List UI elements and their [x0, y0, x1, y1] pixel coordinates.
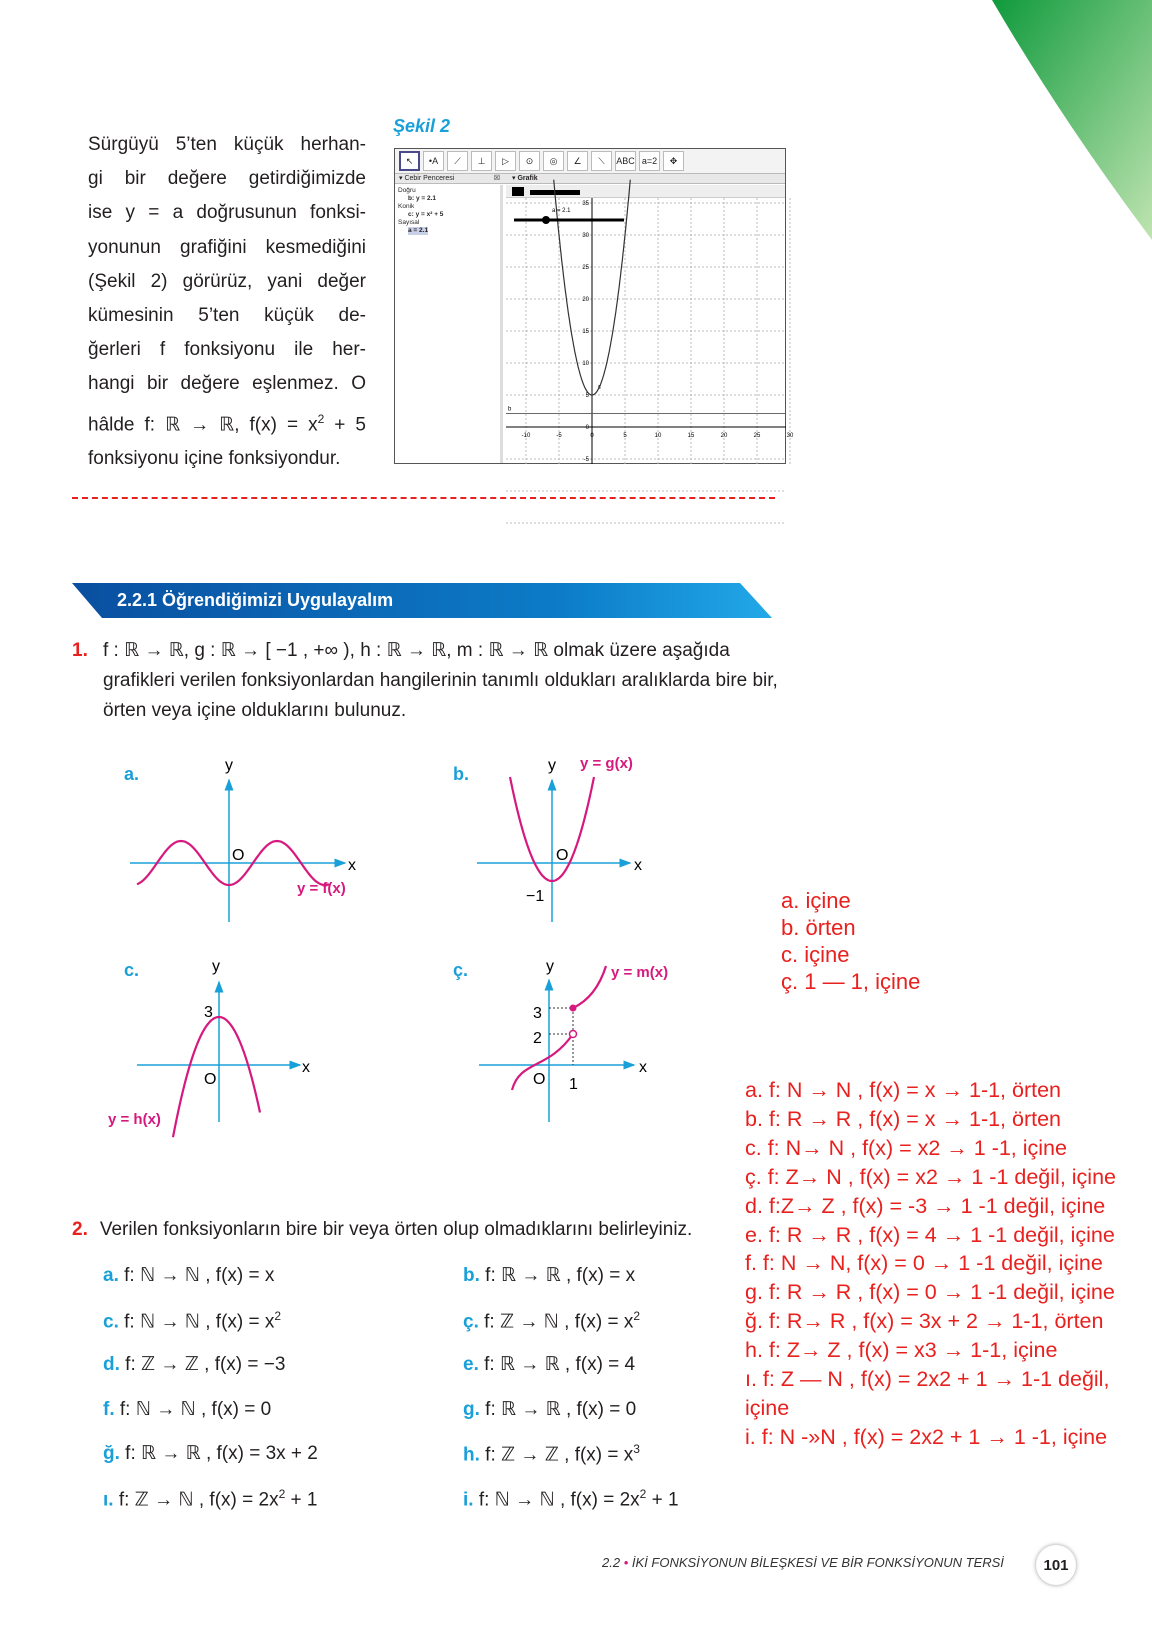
item-function: f: ℝ → ℝ , f(x) = x [485, 1265, 636, 1286]
answer-line: içine [745, 1395, 790, 1420]
origin-label: O [204, 1071, 217, 1088]
y-axis-label: y [546, 958, 554, 975]
x-tick-label: 30 [786, 433, 794, 439]
origin-label: O [533, 1071, 546, 1088]
footer-dot: • [623, 1555, 629, 1570]
handwritten-answers-q2 [745, 1076, 1116, 1452]
item-letter: ğ. [103, 1443, 120, 1465]
answer-line: e. f: R → R , f(x) = 4 → 1 -1 değil, içine [745, 1222, 1115, 1247]
x-axis-label: x [639, 1059, 647, 1076]
exponent: 2 [274, 1308, 282, 1323]
item-function: f: ℤ → ℤ , f(x) = x [485, 1444, 634, 1466]
x-tick-label: 5 [623, 433, 627, 439]
line-text: + 5 [324, 413, 366, 435]
question-number: 1. [72, 640, 88, 661]
line-text: hâlde f: ℝ → ℝ, f(x) = x [88, 413, 318, 435]
item-function: f: ℝ → ℝ , f(x) = 0 [485, 1398, 637, 1420]
x-tick-label: 1 [569, 1076, 578, 1093]
y-tick-label: 30 [582, 233, 589, 239]
y-tick-label: 20 [582, 297, 589, 303]
origin-label: O [556, 847, 569, 864]
y-tick-label: 3 [204, 1004, 213, 1021]
footer [602, 1555, 1004, 1570]
exponent: 2 [317, 411, 325, 426]
open-point [570, 1031, 577, 1038]
geogebra-tool-button[interactable]: ◎ [543, 151, 564, 171]
x-tick-label: -10 [521, 433, 531, 439]
section-title: 2.2.1 Öğrendiğimizi Uygulayalım [117, 590, 394, 610]
function-label: y = f(x) [297, 880, 346, 897]
y-tick-label: 5 [585, 393, 589, 399]
item-function: f: ℕ → ℕ , f(x) = 2x [478, 1489, 640, 1511]
figure-caption: Şekil 2 [393, 116, 451, 136]
item-letter: ı. [103, 1489, 114, 1511]
paragraph-line: ise y = a doğrusunun fonksi- [88, 202, 366, 224]
exercise-item [463, 1309, 640, 1333]
handwritten-answers-q1 [781, 887, 920, 995]
algebra-panel [395, 185, 503, 463]
footer-title: İKİ FONKSİYONUN BİLEŞKESİ VE BİR FONKSİYONUN TERSİ [631, 1555, 1004, 1570]
x-tick-label: 10 [654, 433, 662, 439]
function-label: y = m(x) [611, 964, 669, 981]
geogebra-tool-button[interactable]: ⊥ [471, 151, 492, 171]
x-axis-label: x [634, 857, 642, 874]
y-axis-label: y [212, 958, 220, 975]
item-letter: g. [463, 1398, 480, 1420]
exponent: 2 [633, 1308, 641, 1323]
item-function: f: ℤ → ℕ , f(x) = 2x [118, 1489, 279, 1511]
geogebra-tool-button[interactable]: ⟋ [447, 151, 468, 171]
exponent: 2 [278, 1487, 286, 1501]
y-axis-label: y [548, 757, 556, 774]
graph-m-curve-upper [573, 966, 606, 1008]
paragraph-line: fonksiyonu içine fonksiyondur. [88, 448, 341, 470]
algebra-title: Cebir Penceresi [404, 175, 455, 182]
answer-line: c. içine [781, 942, 850, 967]
item-letter: h. [463, 1444, 480, 1466]
exercise-item [463, 1442, 640, 1466]
curve-label: c [598, 384, 601, 391]
exercise-item [103, 1264, 274, 1287]
algebra-category: Konik [398, 203, 415, 210]
item-suffix: + 1 [646, 1489, 679, 1511]
x-tick-label: 15 [687, 433, 695, 439]
algebra-item[interactable] [398, 211, 497, 219]
item-function: f: ℤ → ℤ , f(x) = −3 [125, 1354, 286, 1376]
answer-line: ğ. f: R→ R , f(x) = 3x + 2 → 1-1, örten [745, 1309, 1104, 1334]
geogebra-tool-button[interactable]: a=2 [639, 151, 660, 171]
function-graphs [0, 740, 720, 1140]
question-number: 2. [72, 1219, 88, 1240]
x-axis-label: x [348, 857, 356, 874]
paragraph-line: kümesinin 5’ten küçük de- [88, 305, 366, 327]
geogebra-screenshot [394, 148, 794, 464]
item-function: f: ℝ → ℝ , f(x) = 4 [484, 1354, 636, 1376]
item-letter: i. [463, 1489, 474, 1511]
y-tick-label: 3 [533, 1005, 542, 1022]
geogebra-tool-button[interactable]: ⟍ [591, 151, 612, 171]
y-tick-label: 0 [585, 425, 589, 431]
item-letter: d. [103, 1354, 120, 1376]
answer-line: g. f: R → R , f(x) = 0 → 1 -1 değil, içine [745, 1280, 1115, 1305]
item-function: f: ℝ → ℝ , f(x) = 3x + 2 [125, 1443, 318, 1465]
answer-line: c. f: N→ N , f(x) = x2 → 1 -1, içine [745, 1135, 1067, 1160]
page-number: 101 [1036, 1545, 1076, 1585]
geogebra-toolbar [395, 149, 785, 174]
question-2 [72, 1219, 692, 1241]
item-function: f: ℕ → ℕ , f(x) = x [124, 1265, 275, 1286]
y-tick-label: 35 [582, 201, 589, 207]
item-letter: b. [463, 1265, 480, 1286]
item-letter: ç. [463, 1310, 479, 1332]
x-tick-label: 25 [753, 433, 761, 439]
geogebra-tool-button[interactable]: ABC [615, 151, 636, 171]
exercise-item [103, 1398, 271, 1421]
item-letter: a. [103, 1265, 119, 1286]
y-tick-label: 10 [582, 361, 589, 367]
exercise-item [103, 1309, 281, 1333]
y-tick-label: −1 [526, 888, 545, 905]
item-letter: e. [463, 1354, 479, 1376]
paragraph-line: (Şekil 2) görürüz, yani değer [88, 270, 366, 292]
slider-label: a = 2.1 [552, 208, 571, 214]
exercise-item [463, 1264, 635, 1287]
graph-c-label: c. [124, 960, 140, 980]
algebra-item-text: c: y = x² + 5 [408, 211, 444, 218]
geogebra-tool-button[interactable]: ✥ [663, 151, 684, 171]
answer-line: h. f: Z→ Z , f(x) = x3 → 1-1, içine [745, 1338, 1058, 1363]
paragraph-line: Sürgüyü 5’ten küçük herhan- [88, 134, 366, 155]
item-function: f: ℕ → ℕ , f(x) = x [124, 1310, 275, 1332]
exercise-item [463, 1398, 636, 1421]
y-tick-label: 15 [582, 329, 589, 335]
paragraph-line: hangi bir değere eşlenmez. O [88, 373, 366, 395]
graphics-title: Grafik [517, 175, 538, 182]
graph-cc-label: ç. [453, 960, 469, 980]
origin-label: O [232, 847, 245, 864]
geogebra-tool-button[interactable]: ∠ [567, 151, 588, 171]
geogebra-tool-button[interactable]: ⊙ [519, 151, 540, 171]
graphics-view [506, 198, 794, 464]
exponent: 2 [639, 1487, 647, 1501]
style-bar [506, 185, 785, 198]
x-tick-label: -5 [556, 433, 562, 439]
question-1 [72, 636, 784, 726]
answer-line: ç. f: Z→ N , f(x) = x2 → 1 -1 değil, içine [745, 1164, 1116, 1189]
answer-line: ı. f: Z — N , f(x) = 2x2 + 1 → 1-1 değil, [745, 1367, 1110, 1392]
answer-line: b. örten [781, 915, 856, 940]
y-tick-label: -5 [583, 457, 589, 463]
x-tick-label: 0 [590, 433, 594, 439]
answer-line: b. f: R → R , f(x) = x → 1-1, örten [745, 1106, 1062, 1131]
exponent: 3 [633, 1442, 640, 1457]
x-axis-label: x [302, 1059, 310, 1076]
line-label: b [508, 406, 512, 413]
answer-line: a. içine [781, 888, 851, 913]
x-tick-label: 20 [720, 433, 728, 439]
function-label: y = g(x) [580, 755, 633, 772]
paragraph-line: ğerleri f fonksiyonu ile her- [88, 339, 366, 361]
function-label: y = h(x) [108, 1111, 161, 1128]
y-axis-label: y [225, 757, 233, 774]
corner-decoration [952, 0, 1152, 240]
geogebra-tool-button[interactable]: •A [423, 151, 444, 171]
exercise-item [103, 1353, 285, 1376]
geogebra-tool-button[interactable]: ▷ [495, 151, 516, 171]
exercise-item [103, 1487, 318, 1511]
graph-b-label: b. [453, 764, 469, 784]
algebra-category: Sayısal [398, 219, 420, 226]
exercise-item [103, 1442, 318, 1465]
graph-a-label: a. [124, 764, 140, 784]
paragraph-line: yonunun grafiğini kesmediğini [88, 236, 366, 258]
paragraph-line [88, 402, 366, 443]
question-text: f : ℝ → ℝ, g : ℝ → [ −1 , +∞ ), h : ℝ → ℝ, m : ℝ → ℝ olmak üzere aşağıda grafikleri verilen fonksiyonlardan hangilerinin tanımlı oldukları aralıklarda bire bir, örten veya içine olduklarını bulunuz. [103, 640, 778, 721]
y-tick-label: 2 [533, 1030, 542, 1047]
panel-headers: ▾ Cebir Penceresi ☒ ▾ Grafik [395, 174, 785, 184]
answer-line: i. f: N -»N , f(x) = 2x2 + 1 → 1 -1, içine [745, 1424, 1108, 1449]
algebra-category: Doğru [398, 187, 416, 194]
question-text: Verilen fonksiyonların bire bir veya örten olup olmadıklarını belirleyiniz. [99, 1219, 693, 1240]
closed-point [570, 1005, 577, 1012]
answer-line: f. f: N → N, f(x) = 0 → 1 -1 değil, içine [745, 1251, 1103, 1276]
y-tick-label: 25 [582, 265, 589, 271]
section-divider [72, 497, 775, 499]
exercise-item [463, 1487, 679, 1511]
exercise-item [463, 1353, 635, 1376]
algebra-item[interactable] [398, 227, 497, 235]
slider-handle[interactable] [542, 216, 550, 224]
footer-section: 2.2 [602, 1555, 621, 1570]
algebra-item[interactable] [398, 195, 497, 203]
item-letter: c. [103, 1310, 119, 1332]
intro-paragraph [88, 128, 366, 476]
answer-line: ç. 1 — 1, içine [781, 969, 921, 994]
answer-line: d. f:Z→ Z , f(x) = -3 → 1 -1 değil, içine [745, 1193, 1106, 1218]
geogebra-tool-button[interactable]: ↖ [399, 151, 420, 171]
algebra-item-text: b: y = 2.1 [408, 195, 436, 202]
graph-h-curve [173, 1017, 260, 1137]
answer-line: a. f: N → N , f(x) = x → 1-1, örten [745, 1078, 1062, 1102]
paragraph-line: gi bir değere getirdiğimizde [88, 168, 366, 190]
item-letter: f. [103, 1398, 115, 1420]
item-function: f: ℕ → ℕ , f(x) = 0 [119, 1398, 272, 1420]
item-function: f: ℤ → ℕ , f(x) = x [484, 1310, 634, 1332]
algebra-item-text: a = 2.1 [408, 227, 429, 234]
item-suffix: + 1 [285, 1489, 318, 1511]
